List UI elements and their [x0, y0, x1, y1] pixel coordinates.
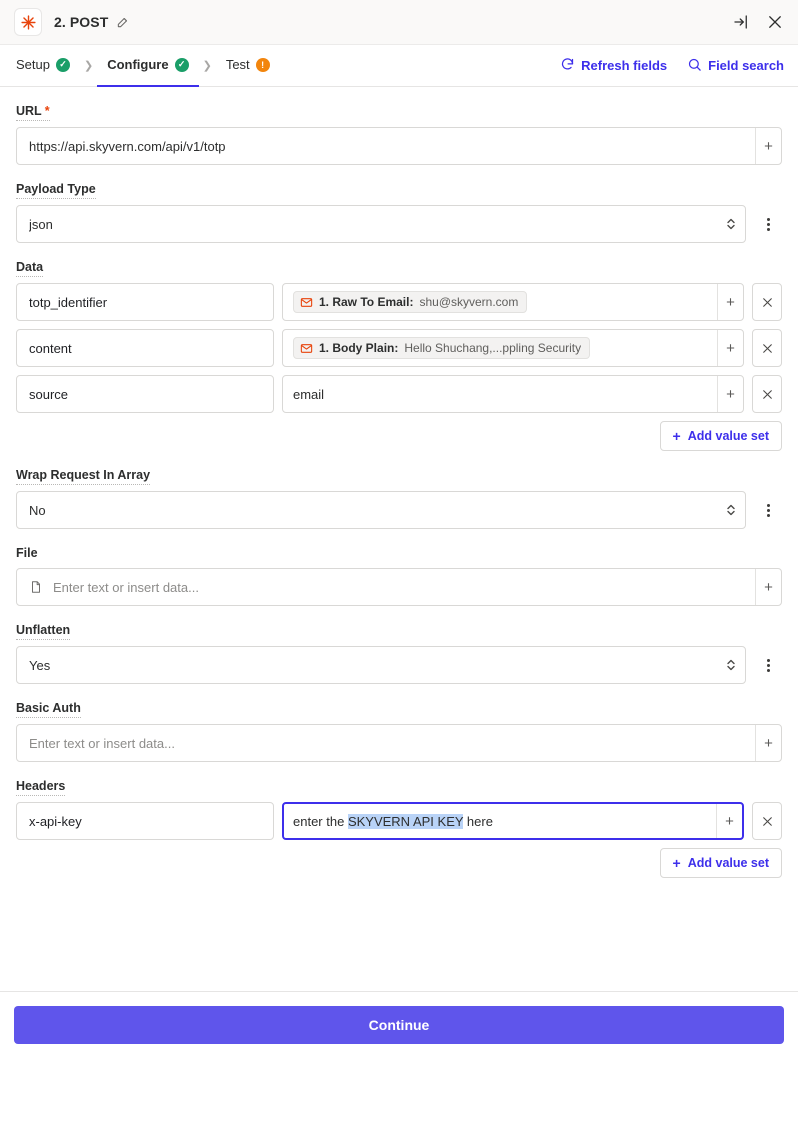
chevron-updown-icon[interactable] — [717, 206, 745, 242]
field-url-label — [16, 104, 50, 121]
unflatten-value: Yes — [29, 657, 51, 673]
refresh-icon — [560, 57, 575, 75]
insert-data-icon[interactable]: + — [716, 804, 742, 838]
headers-add-row — [16, 848, 782, 878]
basic-auth-input[interactable] — [16, 724, 782, 762]
field-unflatten-label: Unflatten — [16, 623, 70, 640]
plus-icon: + — [672, 428, 681, 444]
add-value-set-label: Add value set — [687, 856, 769, 870]
status-badge: ! — [256, 58, 270, 72]
document-icon — [29, 580, 47, 594]
field-basic-auth-row — [16, 724, 782, 762]
field-data-label: Data — [16, 260, 43, 277]
field-url — [16, 103, 782, 165]
plus-icon: + — [672, 855, 681, 871]
data-row — [16, 329, 782, 367]
payload-type-value: json — [29, 216, 53, 232]
zapier-logo-icon — [14, 8, 42, 36]
add-value-set-label: Add value set — [687, 429, 769, 443]
step-actions — [560, 45, 784, 86]
insert-data-icon[interactable]: + — [717, 330, 743, 366]
titlebar-actions — [732, 13, 784, 31]
insert-data-icon[interactable]: + — [755, 128, 781, 164]
unflatten-select[interactable] — [16, 646, 746, 684]
window-titlebar — [0, 0, 798, 45]
wrap-request-options-button[interactable] — [754, 491, 782, 529]
url-input[interactable] — [16, 127, 782, 165]
add-value-set-button[interactable] — [660, 421, 782, 451]
field-payload-type-label: Payload Type — [16, 182, 96, 199]
insert-data-icon[interactable]: + — [755, 569, 781, 605]
data-token-value: shu@skyvern.com — [419, 295, 519, 309]
insert-data-icon[interactable]: + — [717, 284, 743, 320]
data-token-label: 1. Body Plain: — [319, 341, 399, 355]
data-token[interactable] — [293, 291, 527, 313]
field-basic-auth — [16, 700, 782, 762]
field-headers-label: Headers — [16, 779, 65, 796]
header-value-selected: SKYVERN API KEY — [347, 813, 464, 829]
data-value-input[interactable] — [282, 329, 744, 367]
search-icon — [687, 57, 702, 75]
chevron-updown-icon[interactable] — [717, 647, 745, 683]
insert-data-icon[interactable]: + — [755, 725, 781, 761]
footer-bar — [0, 991, 798, 1058]
field-file-row — [16, 568, 782, 606]
kebab-icon — [767, 218, 770, 231]
data-key-value: content — [29, 340, 72, 356]
data-key-input[interactable] — [16, 329, 274, 367]
tab-test-label: Test — [225, 57, 250, 72]
data-key-value: totp_identifier — [29, 294, 108, 310]
tab-configure-label: Configure — [107, 57, 169, 72]
chevron-right-icon: ❯ — [202, 60, 212, 72]
refresh-fields-button[interactable] — [560, 57, 667, 75]
header-value-after: here — [463, 813, 493, 829]
remove-data-row-button[interactable] — [752, 329, 782, 367]
refresh-fields-label: Refresh fields — [581, 58, 668, 73]
url-input-value: https://api.skyvern.com/api/v1/totp — [29, 138, 226, 154]
data-value-input[interactable] — [282, 283, 744, 321]
field-basic-auth-label: Basic Auth — [16, 701, 81, 718]
kebab-icon — [767, 504, 770, 517]
wrap-request-select[interactable] — [16, 491, 746, 529]
tab-configure[interactable] — [97, 45, 198, 87]
file-input-placeholder: Enter text or insert data... — [53, 579, 199, 595]
field-headers — [16, 778, 782, 878]
data-add-row — [16, 421, 782, 451]
tab-test[interactable] — [216, 45, 280, 87]
tab-setup[interactable] — [14, 45, 80, 87]
envelope-icon — [300, 296, 313, 309]
payload-type-select[interactable] — [16, 205, 746, 243]
remove-data-row-button[interactable] — [752, 375, 782, 413]
unflatten-options-button[interactable] — [754, 646, 782, 684]
data-key-value: source — [29, 386, 69, 402]
remove-header-row-button[interactable] — [752, 802, 782, 840]
header-value-input[interactable] — [282, 802, 744, 840]
data-row — [16, 375, 782, 413]
step-list — [14, 45, 280, 86]
data-token-value: Hello Shuchang,...ppling Security — [404, 341, 582, 355]
field-file-label: File — [16, 546, 38, 560]
field-payload-type — [16, 181, 782, 243]
data-token-label: 1. Raw To Email: — [319, 295, 414, 309]
field-wrap-request-label: Wrap Request In Array — [16, 468, 150, 485]
header-value-text — [293, 814, 493, 829]
tab-setup-label: Setup — [16, 57, 50, 72]
envelope-icon — [300, 342, 313, 355]
data-key-input[interactable] — [16, 375, 274, 413]
field-wrap-request — [16, 467, 782, 529]
insert-data-icon[interactable]: + — [717, 376, 743, 412]
field-unflatten — [16, 622, 782, 684]
page-title: 2. POST — [54, 14, 109, 30]
headers-row — [16, 802, 782, 840]
wrap-request-value: No — [29, 502, 46, 518]
field-file — [16, 545, 782, 606]
data-token[interactable] — [293, 337, 590, 359]
data-key-input[interactable] — [16, 283, 274, 321]
data-row — [16, 283, 782, 321]
add-value-set-button[interactable] — [660, 848, 782, 878]
field-search-button[interactable] — [687, 57, 784, 75]
status-badge: ✓ — [56, 58, 70, 72]
status-badge: ✓ — [175, 58, 189, 72]
header-key-input[interactable] — [16, 802, 274, 840]
field-url-row — [16, 127, 782, 165]
field-wrap-request-row — [16, 491, 782, 529]
payload-type-options-button[interactable] — [754, 205, 782, 243]
step-navigation — [0, 45, 798, 87]
field-data — [16, 259, 782, 451]
remove-data-row-button[interactable] — [752, 283, 782, 321]
configure-form — [0, 87, 798, 1145]
header-key-value: x-api-key — [29, 813, 82, 829]
field-url-label-text: URL — [16, 104, 42, 118]
kebab-icon — [767, 659, 770, 672]
pencil-icon[interactable] — [116, 15, 130, 29]
field-unflatten-row — [16, 646, 782, 684]
chevron-right-icon: ❯ — [83, 60, 94, 72]
file-input[interactable] — [16, 568, 782, 606]
data-value-input[interactable] — [282, 375, 744, 413]
chevron-updown-icon[interactable] — [717, 492, 745, 528]
collapse-panel-icon[interactable] — [732, 13, 750, 31]
required-asterisk: * — [44, 104, 50, 118]
field-payload-type-row — [16, 205, 782, 243]
continue-button[interactable]: Continue — [14, 1006, 784, 1044]
header-value-before: enter the — [293, 813, 348, 829]
field-search-label: Field search — [708, 58, 784, 73]
data-value-text: email — [293, 386, 325, 402]
basic-auth-placeholder: Enter text or insert data... — [29, 735, 175, 751]
close-icon[interactable] — [766, 13, 784, 31]
